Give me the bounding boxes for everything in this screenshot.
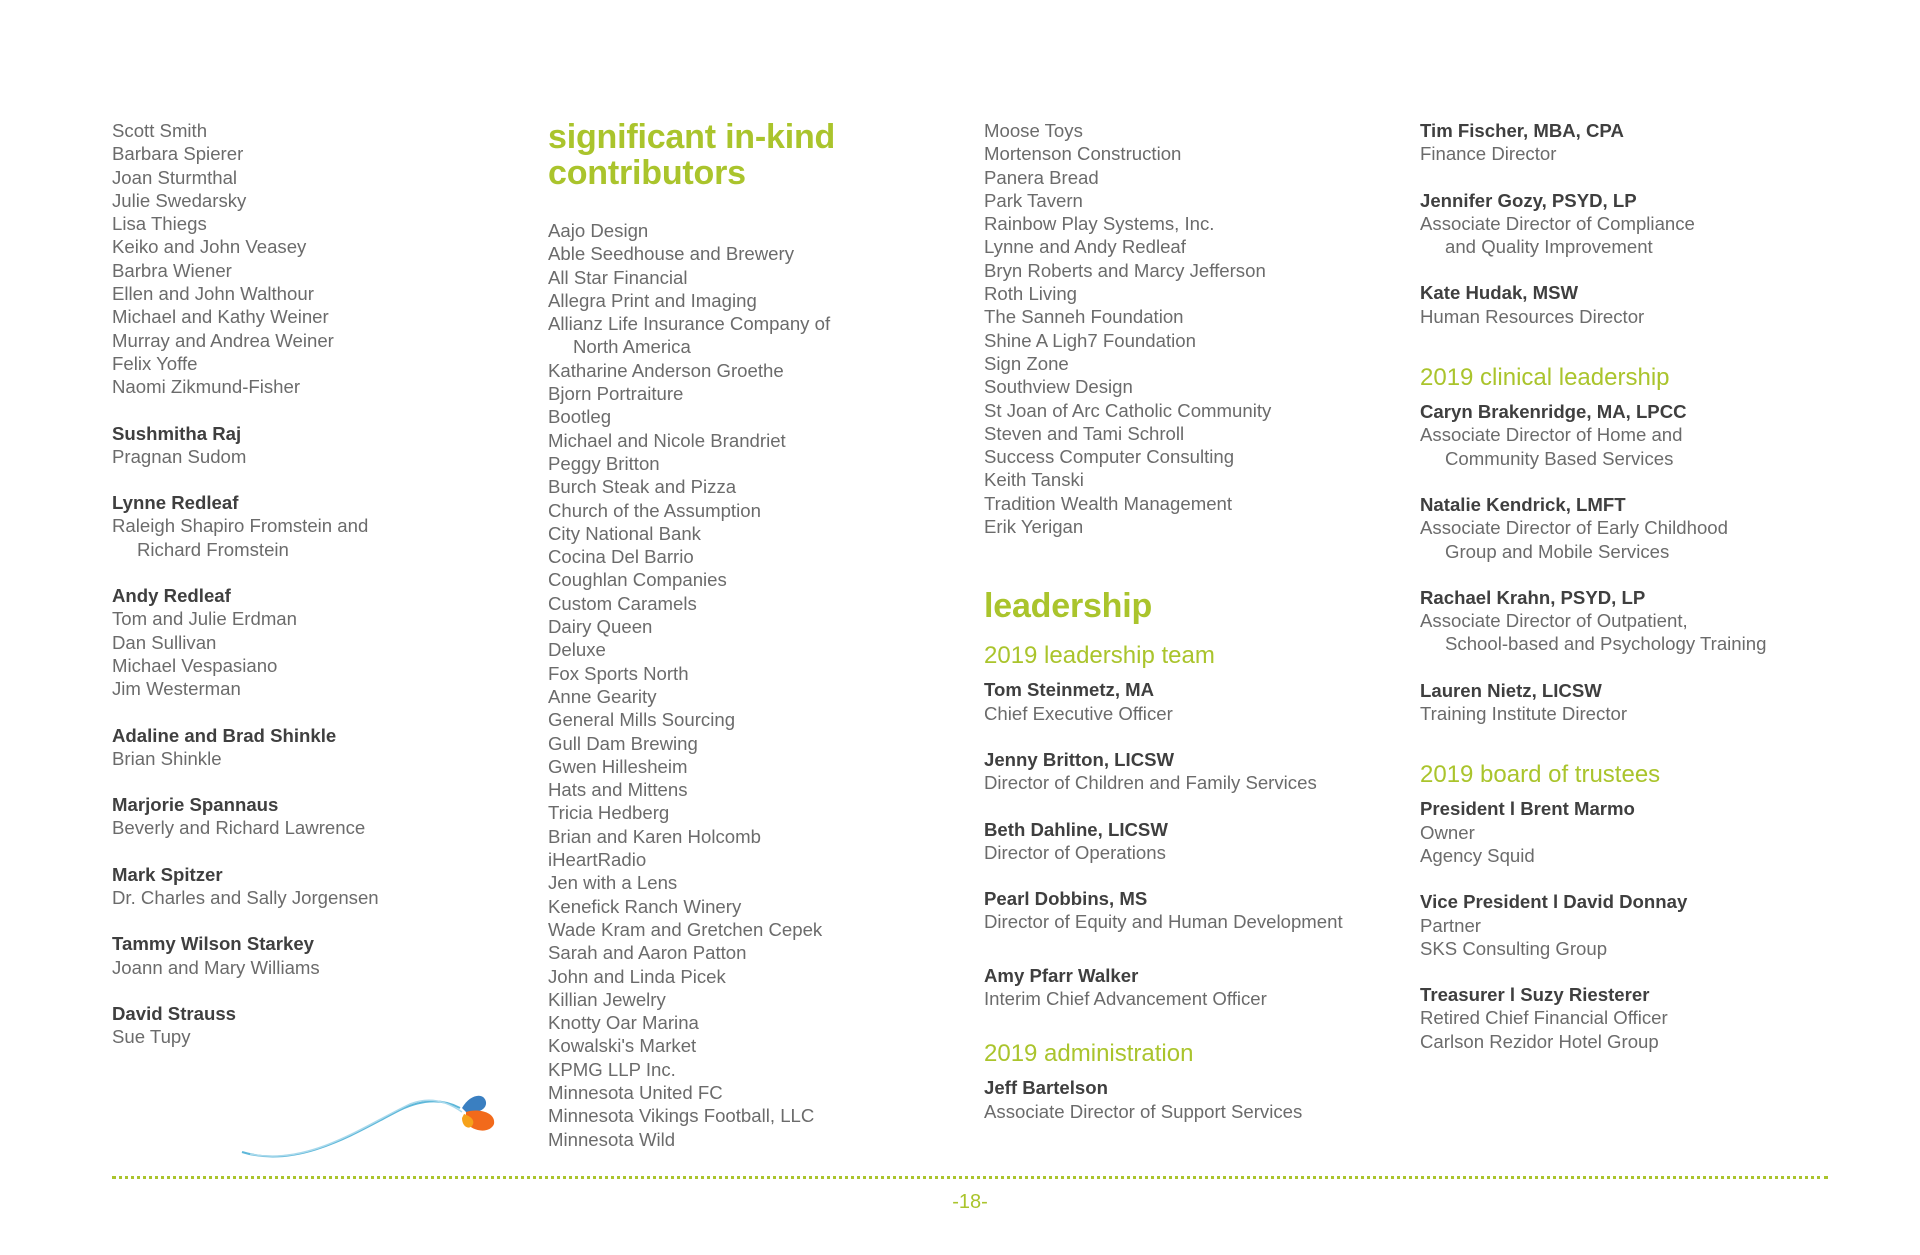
trustee-detail: Retired Chief Financial Officer: [1420, 1007, 1668, 1029]
donor-name: Joan Sturmthal: [112, 166, 238, 188]
contributor-name: Peggy Britton: [548, 452, 660, 474]
trustee-name: President l Brent Marmo: [1420, 798, 1635, 820]
donor-name: Sue Tupy: [112, 1026, 191, 1048]
leader-entry: [984, 678, 1404, 725]
leader-role: Associate Director of Support Services: [984, 1100, 1303, 1122]
leader-role: Associate Director of Compliance: [1420, 212, 1695, 234]
tribute-group: [112, 491, 492, 561]
honoree-name: David Strauss: [112, 1002, 237, 1024]
leadership-column: [984, 119, 1404, 1146]
trustee-entry: [1420, 797, 1850, 867]
contributor-name: North America: [573, 336, 691, 358]
contributor-name: Sign Zone: [984, 352, 1069, 374]
trustee-name: Vice President l David Donnay: [1420, 891, 1688, 913]
contributor-list: [548, 219, 928, 1151]
leader-name: Tim Fischer, MBA, CPA: [1420, 120, 1624, 141]
contributor-name: Jen with a Lens: [548, 872, 678, 894]
leader-entry: [1420, 679, 1850, 726]
donor-list: [112, 119, 492, 399]
contributor-name: Gull Dam Brewing: [548, 732, 698, 754]
contributor-name: Kowalski's Market: [548, 1035, 697, 1057]
leader-entry: [984, 1076, 1404, 1123]
trustee-detail: Partner: [1420, 914, 1481, 936]
leader-name: Beth Dahline, LICSW: [984, 818, 1168, 840]
leader-entry: [1420, 493, 1850, 563]
leadership-section-title: leadership: [984, 587, 1153, 626]
trustee-detail: SKS Consulting Group: [1420, 937, 1608, 959]
donor-name: Naomi Zikmund-Fisher: [112, 376, 301, 398]
contributor-name: Able Seedhouse and Brewery: [548, 243, 795, 265]
leader-name: Amy Pfarr Walker: [984, 964, 1139, 986]
honoree-name: Andy Redleaf: [112, 585, 231, 607]
donor-name: Scott Smith: [112, 120, 208, 141]
contributor-name: Kenefick Ranch Winery: [548, 895, 742, 917]
contributor-name: Bootleg: [548, 406, 612, 428]
contributor-name: Keith Tanski: [984, 469, 1084, 491]
contributor-name: The Sanneh Foundation: [984, 306, 1184, 328]
leader-role: Finance Director: [1420, 143, 1557, 165]
leader-role: Associate Director of Home and: [1420, 424, 1683, 446]
leader-name: Lauren Nietz, LICSW: [1420, 679, 1602, 701]
leader-role: Associate Director of Early Childhood: [1420, 517, 1728, 539]
donor-name: Felix Yoffe: [112, 352, 198, 374]
contributor-name: Success Computer Consulting: [984, 446, 1235, 468]
leader-name: Natalie Kendrick, LMFT: [1420, 493, 1626, 515]
honoree-name: Tammy Wilson Starkey: [112, 933, 315, 955]
leader-name: Pearl Dobbins, MS: [984, 888, 1148, 910]
tribute-group: [112, 584, 492, 700]
contributor-name: All Star Financial: [548, 266, 688, 288]
contributor-list-continued: [984, 119, 1404, 538]
donor-column-1: [112, 119, 492, 1072]
contributor-name: Coughlan Companies: [548, 569, 727, 591]
leader-entry: [984, 818, 1404, 865]
leader-role: School-based and Psychology Training: [1445, 633, 1767, 655]
leader-entry: [1420, 586, 1850, 656]
trustee-entry: [1420, 890, 1850, 960]
leader-name: Caryn Brakenridge, MA, LPCC: [1420, 401, 1687, 423]
contributor-name: Minnesota Wild: [548, 1128, 676, 1150]
honoree-name: Adaline and Brad Shinkle: [112, 724, 337, 746]
contributor-name: Church of the Assumption: [548, 499, 761, 521]
board-of-trustees-title: 2019 board of trustees: [1420, 761, 1661, 789]
donor-name: Dan Sullivan: [112, 631, 217, 653]
tribute-group: [112, 724, 492, 771]
tribute-group: [112, 863, 492, 910]
leader-role: Associate Director of Outpatient,: [1420, 610, 1688, 632]
tribute-group: [112, 793, 492, 840]
donor-name: Barbra Wiener: [112, 259, 232, 281]
leader-entry: [984, 887, 1404, 934]
contributor-name: Erik Yerigan: [984, 516, 1084, 538]
contributor-name: Deluxe: [548, 639, 606, 661]
contributor-name: Hats and Mittens: [548, 779, 688, 801]
donor-name: Michael Vespasiano: [112, 654, 278, 676]
leader-entry: [1420, 119, 1850, 166]
contributor-name: General Mills Sourcing: [548, 709, 736, 731]
contributor-name: Roth Living: [984, 283, 1078, 305]
contributor-name: John and Linda Picek: [548, 965, 726, 987]
leader-role: Interim Chief Advancement Officer: [984, 988, 1267, 1010]
contributor-name: Allegra Print and Imaging: [548, 289, 757, 311]
donor-name: Keiko and John Veasey: [112, 236, 307, 258]
trustee-detail: Agency Squid: [1420, 844, 1535, 866]
inkind-column: [548, 119, 928, 1151]
contributor-name: Rainbow Play Systems, Inc.: [984, 213, 1215, 235]
contributor-name: Mortenson Construction: [984, 143, 1182, 165]
contributor-name: Fox Sports North: [548, 662, 689, 684]
contributor-name: Dairy Queen: [548, 616, 653, 638]
leader-role: and Quality Improvement: [1445, 236, 1653, 258]
donor-name: Tom and Julie Erdman: [112, 608, 297, 630]
tribute-group: [112, 932, 492, 979]
contributor-name: Tradition Wealth Management: [984, 492, 1233, 514]
contributor-name: Lynne and Andy Redleaf: [984, 236, 1186, 258]
donor-name: Barbara Spierer: [112, 143, 244, 165]
page-number: -18-: [952, 1191, 988, 1213]
leader-name: Jenny Britton, LICSW: [984, 748, 1175, 770]
clinical-leadership-title: 2019 clinical leadership: [1420, 364, 1670, 392]
trustee-detail: Owner: [1420, 821, 1475, 843]
contributor-name: Custom Caramels: [548, 592, 697, 614]
contributor-name: Aajo Design: [548, 220, 649, 241]
contributor-name: Bjorn Portraiture: [548, 383, 684, 405]
donor-name: Murray and Andrea Weiner: [112, 329, 334, 351]
contributor-name: Brian and Karen Holcomb: [548, 825, 761, 847]
trustee-name: Treasurer l Suzy Riesterer: [1420, 984, 1650, 1006]
leader-role: Community Based Services: [1445, 447, 1674, 469]
donor-name: Pragnan Sudom: [112, 445, 247, 467]
contributor-name: Park Tavern: [984, 189, 1083, 211]
leader-name: Jeff Bartelson: [984, 1077, 1108, 1099]
contributor-name: Knotty Oar Marina: [548, 1012, 699, 1034]
donor-name: Michael and Kathy Weiner: [112, 306, 329, 328]
donor-name: Dr. Charles and Sally Jorgensen: [112, 887, 379, 909]
donor-name: Ellen and John Walthour: [112, 283, 314, 305]
contributor-name: Burch Steak and Pizza: [548, 476, 737, 498]
contributor-name: Michael and Nicole Brandriet: [548, 429, 786, 451]
tribute-group: [112, 1002, 492, 1049]
butterfly-logo-icon: [240, 1090, 520, 1160]
donor-name: Beverly and Richard Lawrence: [112, 817, 366, 839]
leader-entry: [1420, 189, 1850, 259]
leader-role: Chief Executive Officer: [984, 702, 1173, 724]
leader-role: Director of Equity and Human Development: [984, 911, 1343, 933]
leader-role: Director of Children and Family Services: [984, 772, 1317, 794]
leader-role: Director of Operations: [984, 841, 1166, 863]
contributor-name: Shine A Ligh7 Foundation: [984, 329, 1196, 351]
contributor-name: Southview Design: [984, 376, 1133, 398]
donor-name: Joann and Mary Williams: [112, 956, 320, 978]
contributor-name: Steven and Tami Schroll: [984, 422, 1185, 444]
leader-entry: [984, 964, 1404, 1011]
inkind-title-line-1: significant in-kind: [548, 118, 836, 156]
honoree-name: Lynne Redleaf: [112, 492, 239, 514]
donor-name: Julie Swedarsky: [112, 189, 247, 211]
administration-title: 2019 administration: [984, 1040, 1194, 1068]
leader-entry: [984, 748, 1404, 795]
contributor-name: Minnesota Vikings Football, LLC: [548, 1105, 815, 1127]
contributor-name: Allianz Life Insurance Company of: [548, 313, 831, 335]
footer-divider: [112, 1176, 1828, 1179]
contributor-name: Tricia Hedberg: [548, 802, 670, 824]
leader-entry: [1420, 400, 1850, 470]
leadership-team-title: 2019 leadership team: [984, 642, 1215, 670]
contributor-name: Gwen Hillesheim: [548, 755, 688, 777]
donor-name: Richard Fromstein: [137, 538, 289, 560]
contributor-name: Moose Toys: [984, 120, 1083, 141]
leader-role: Group and Mobile Services: [1445, 540, 1670, 562]
leader-entry: [1420, 281, 1850, 328]
contributor-name: St Joan of Arc Catholic Community: [984, 399, 1272, 421]
contributor-name: Anne Gearity: [548, 685, 657, 707]
leader-name: Rachael Krahn, PSYD, LP: [1420, 586, 1646, 608]
contributor-name: Sarah and Aaron Patton: [548, 942, 747, 964]
leader-role: Training Institute Director: [1420, 703, 1628, 725]
donor-name: Lisa Thiegs: [112, 213, 207, 235]
leader-name: Kate Hudak, MSW: [1420, 282, 1579, 304]
inkind-title-line-2: contributors: [548, 154, 746, 192]
trustee-entry: [1420, 983, 1850, 1053]
honoree-name: Sushmitha Raj: [112, 422, 242, 444]
staff-board-column: [1420, 119, 1850, 1076]
contributor-name: Minnesota United FC: [548, 1081, 723, 1103]
contributor-name: Killian Jewelry: [548, 988, 666, 1010]
contributor-name: iHeartRadio: [548, 849, 647, 871]
inkind-section-title: [548, 119, 928, 191]
donor-name: Raleigh Shapiro Fromstein and: [112, 515, 369, 537]
contributor-name: Wade Kram and Gretchen Cepek: [548, 918, 823, 940]
tribute-group: [112, 422, 492, 469]
contributor-name: Panera Bread: [984, 166, 1099, 188]
leader-name: Jennifer Gozy, PSYD, LP: [1420, 189, 1637, 211]
honoree-name: Mark Spitzer: [112, 863, 223, 885]
donor-name: Jim Westerman: [112, 678, 241, 700]
contributor-name: KPMG LLP Inc.: [548, 1058, 676, 1080]
contributor-name: Bryn Roberts and Marcy Jefferson: [984, 259, 1266, 281]
contributor-name: City National Bank: [548, 522, 701, 544]
trustee-detail: Carlson Rezidor Hotel Group: [1420, 1030, 1659, 1052]
leader-role: Human Resources Director: [1420, 305, 1645, 327]
leader-name: Tom Steinmetz, MA: [984, 679, 1155, 701]
donor-name: Brian Shinkle: [112, 747, 222, 769]
contributor-name: Cocina Del Barrio: [548, 546, 694, 568]
honoree-name: Marjorie Spannaus: [112, 794, 279, 816]
contributor-name: Katharine Anderson Groethe: [548, 359, 784, 381]
